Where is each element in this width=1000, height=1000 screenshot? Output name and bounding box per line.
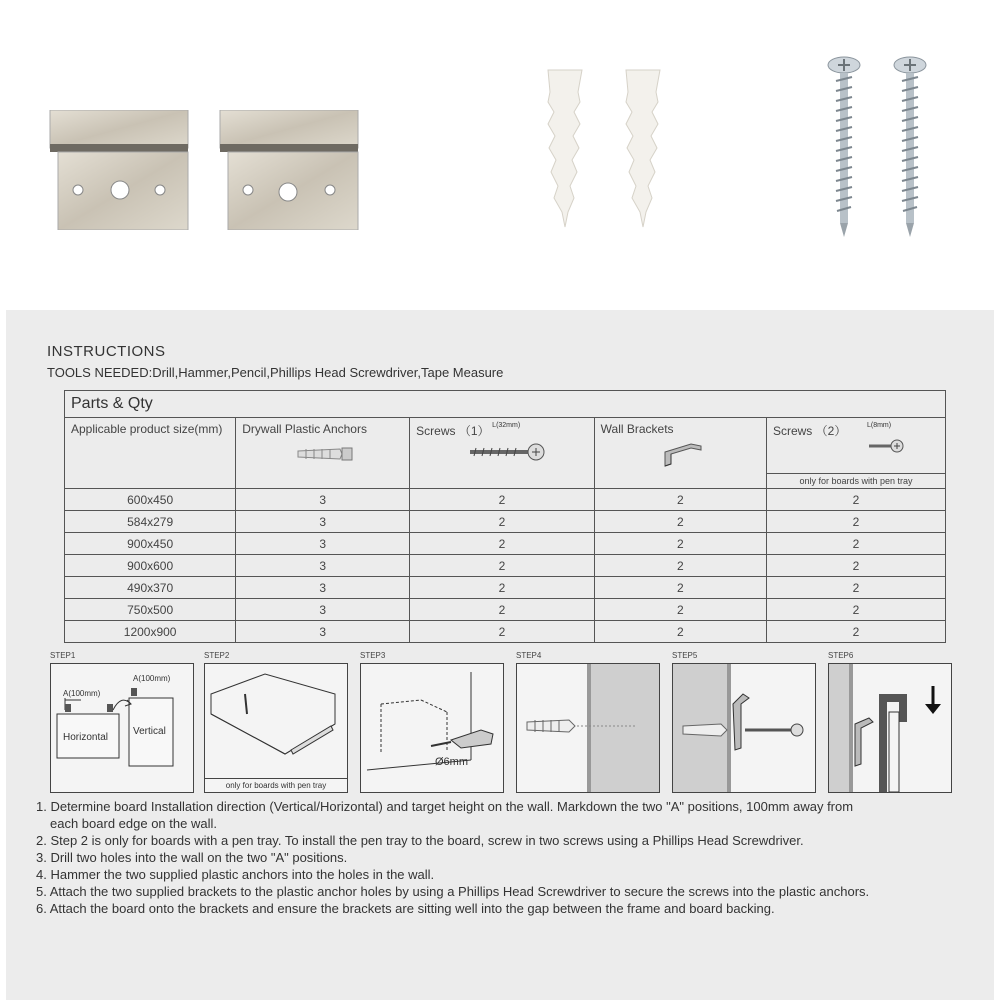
steps-row: [6, 647, 994, 797]
header-screws-2: Screws （2） L(8mm) only for boards with pen tray: [766, 418, 945, 489]
table-cell: 2: [594, 621, 766, 643]
table-cell: 600x450: [65, 489, 236, 511]
step2-illustration: [205, 664, 347, 778]
table-cell: 2: [766, 489, 945, 511]
table-row: [65, 555, 946, 577]
list-item: 5. Attach the two supplied brackets to the plastic anchor holes by using a Phillips Head Screwdriver to secure the screws into the plastic anchors.: [36, 884, 870, 899]
table-cell: 2: [410, 489, 594, 511]
step4-illustration: [517, 664, 659, 792]
small-screw-icon: [867, 436, 907, 456]
table-cell: 2: [410, 511, 594, 533]
list-item: 3. Drill two holes into the wall on the two "A" positions.: [36, 850, 348, 865]
table-row: [65, 577, 946, 599]
table-cell: 900x450: [65, 533, 236, 555]
step1-a-right: A(100mm): [133, 674, 171, 683]
table-cell: 2: [410, 621, 594, 643]
step1-vertical: Vertical: [133, 726, 166, 737]
step3-dimension: Ø6mm: [435, 756, 468, 768]
table-cell: 490x370: [65, 577, 236, 599]
header-product-size: Applicable product size(mm): [65, 418, 236, 489]
table-cell: 900x600: [65, 555, 236, 577]
header-anchors: Drywall Plastic Anchors: [236, 418, 410, 489]
table-cell: 2: [594, 555, 766, 577]
table-cell: 584x279: [65, 511, 236, 533]
table-cell: 3: [236, 533, 410, 555]
step6-illustration: [829, 664, 951, 792]
list-item: 4. Hammer the two supplied plastic anchors into the holes in the wall.: [36, 867, 435, 882]
tools-needed: TOOLS NEEDED:Drill,Hammer,Pencil,Phillips Head Screwdriver,Tape Measure: [47, 365, 504, 380]
step2-diagram: [204, 663, 348, 793]
table-cell: 2: [594, 577, 766, 599]
step5-diagram: [672, 663, 816, 793]
step3-label: STEP3: [360, 651, 386, 660]
table-cell: 2: [766, 533, 945, 555]
table-cell: 1200x900: [65, 621, 236, 643]
instruction-sheet: [6, 310, 994, 1000]
table-row: [65, 533, 946, 555]
table-row: [65, 621, 946, 643]
step3-diagram: [360, 663, 504, 793]
screw-photo-2: [888, 55, 932, 240]
list-item: each board edge on the wall.: [50, 816, 217, 831]
step2-note: only for boards with pen tray: [205, 778, 347, 792]
table-cell: 3: [236, 511, 410, 533]
list-item: 2. Step 2 is only for boards with a pen tray. To install the pen tray to the board, screw in two screws using a Phillips Head Screwdriver.: [36, 833, 804, 848]
table-cell: 2: [410, 533, 594, 555]
table-cell: 2: [594, 489, 766, 511]
anchor-icon: [296, 446, 356, 462]
wall-bracket-photo-1: [48, 110, 198, 230]
table-row: [65, 489, 946, 511]
table-cell: 2: [594, 599, 766, 621]
wall-bracket-photo-2: [218, 110, 368, 230]
screw-photo-1: [822, 55, 866, 240]
screw2-note: only for boards with pen tray: [767, 473, 945, 488]
step1-illustration: [51, 664, 193, 792]
table-cell: 2: [766, 577, 945, 599]
table-cell: 3: [236, 599, 410, 621]
table-cell: 750x500: [65, 599, 236, 621]
table-cell: 3: [236, 577, 410, 599]
step1-horizontal: Horizontal: [63, 732, 109, 743]
table-cell: 2: [766, 511, 945, 533]
plastic-anchor-photo-1: [540, 62, 590, 232]
screw-icon: [468, 440, 548, 464]
step6-label: STEP6: [828, 651, 854, 660]
header-wall-brackets: Wall Brackets: [594, 418, 766, 489]
table-cell: 2: [410, 555, 594, 577]
table-cell: 2: [766, 621, 945, 643]
step4-diagram: [516, 663, 660, 793]
step6-diagram: [828, 663, 952, 793]
bracket-icon: [661, 442, 705, 470]
parts-table-title: Parts & Qty: [65, 391, 946, 418]
header-screws-1: Screws （1） L(32mm): [410, 418, 594, 489]
screw2-dimension: L(8mm): [866, 422, 892, 429]
table-cell: 2: [410, 577, 594, 599]
list-item: 1. Determine board Installation direction (Vertical/Horizontal) and target height on the wall. Markdown the two "A" positions, 100mm away from: [36, 799, 854, 814]
table-cell: 2: [594, 533, 766, 555]
table-row: [65, 599, 946, 621]
table-cell: 2: [410, 599, 594, 621]
step4-label: STEP4: [516, 651, 542, 660]
table-cell: 3: [236, 489, 410, 511]
step5-label: STEP5: [672, 651, 698, 660]
step3-illustration: [361, 664, 503, 792]
parts-table: [64, 390, 946, 643]
table-row: [65, 511, 946, 533]
list-item: 6. Attach the board onto the brackets and ensure the brackets are sitting well into the gap between the frame and board backing.: [36, 901, 775, 916]
screw1-dimension: L(32mm): [492, 422, 521, 429]
step1-a-left: A(100mm): [63, 689, 101, 698]
table-cell: 3: [236, 621, 410, 643]
step5-illustration: [673, 664, 815, 792]
step2-label: STEP2: [204, 651, 230, 660]
step1-diagram: [50, 663, 194, 793]
directions-list: [36, 798, 986, 917]
instructions-title: INSTRUCTIONS: [47, 343, 166, 360]
step1-label: STEP1: [50, 651, 76, 660]
table-cell: 3: [236, 555, 410, 577]
table-cell: 2: [594, 511, 766, 533]
table-cell: 2: [766, 555, 945, 577]
plastic-anchor-photo-2: [618, 62, 668, 232]
table-cell: 2: [766, 599, 945, 621]
